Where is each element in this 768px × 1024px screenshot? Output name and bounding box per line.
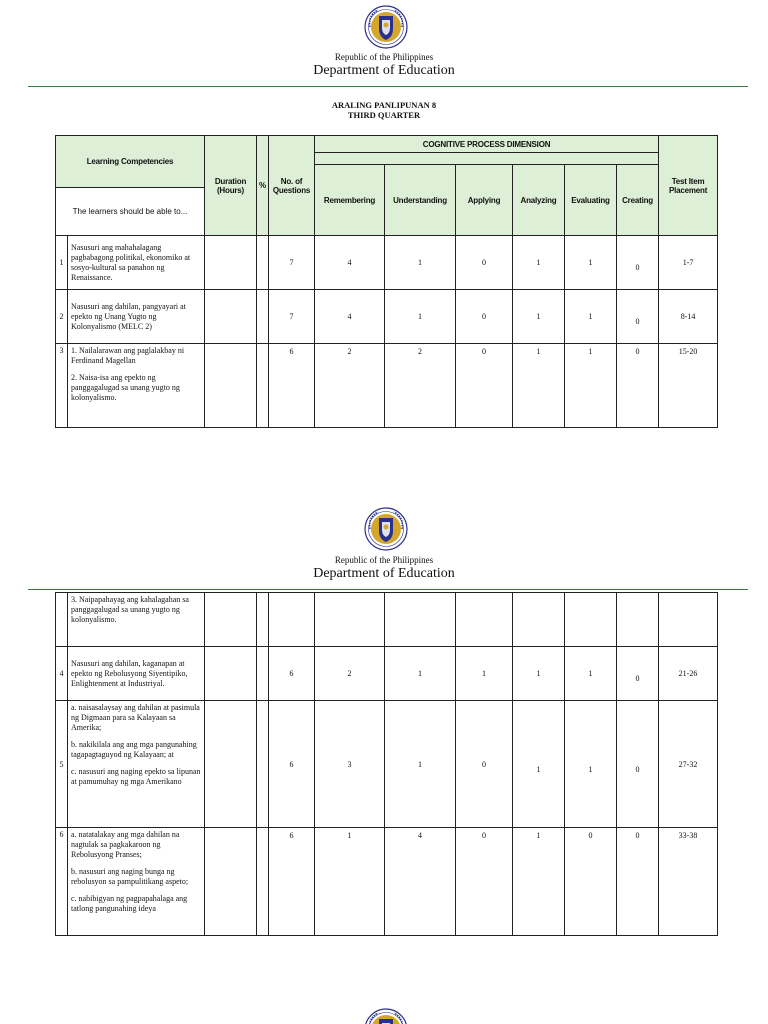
percent-cell — [257, 290, 269, 344]
evaluating-cell: 1 — [565, 344, 617, 428]
competency-cell — [68, 647, 205, 701]
placement-cell: 8-14 — [659, 290, 718, 344]
competency-text: Nasusuri ang mahahalagang pagbabagong politikal, ekonomiko at sosyo-kultural sa panahon ng Renaissance. — [71, 242, 191, 282]
table-row — [56, 290, 718, 344]
duration-cell — [205, 236, 257, 290]
competency-cell — [68, 290, 205, 344]
republic-label: Republic of the Philippines — [334, 52, 434, 62]
percent-cell — [257, 828, 269, 936]
placement-cell: 33-38 — [659, 828, 718, 936]
remembering-header: Remembering — [315, 165, 385, 236]
applying-cell — [456, 593, 513, 647]
deped-seal-icon — [364, 507, 408, 551]
competency-cell — [68, 701, 205, 828]
duration-cell — [205, 290, 257, 344]
analyzing-cell: 1 — [513, 701, 565, 828]
percent-cell — [257, 593, 269, 647]
creating-cell: 0 — [617, 701, 659, 828]
duration-cell — [205, 344, 257, 428]
applying-cell: 0 — [456, 344, 513, 428]
remembering-cell — [315, 593, 385, 647]
applying-header: Applying — [456, 165, 513, 236]
competency-text: 3. Naipapahayag ang kahalagahan sa panggagalugad sa unang yugto ng kolonyalismo. — [71, 595, 189, 624]
remembering-cell: 3 — [315, 701, 385, 828]
evaluating-header: Evaluating — [565, 165, 617, 236]
evaluating-cell: 1 — [565, 647, 617, 701]
placement-cell — [659, 593, 718, 647]
learning-competencies-header: Learning Competencies — [56, 136, 205, 188]
applying-cell: 0 — [456, 828, 513, 936]
row-number: 6 — [56, 828, 68, 936]
competency-text: c. nabibigyan ng pagpapahalaga ang tatlong pangunahing ideya — [71, 894, 188, 913]
evaluating-cell: 1 — [565, 701, 617, 828]
percent-cell — [257, 701, 269, 828]
tos-table-page-one — [55, 135, 718, 428]
creating-cell: 0 — [617, 344, 659, 428]
deped-seal-icon — [364, 1008, 408, 1024]
competency-text: 2. Naisa-isa ang epekto ng panggagalugad sa unang yugto ng kolonyalismo. — [71, 373, 180, 402]
learners-able-label: The learners should be able to... — [56, 188, 205, 236]
analyzing-cell: 1 — [513, 828, 565, 936]
placement-cell: 1-7 — [659, 236, 718, 290]
document-title — [0, 100, 768, 120]
questions-cell: 6 — [269, 647, 315, 701]
understanding-cell: 1 — [385, 236, 456, 290]
row-number: 3 — [56, 344, 68, 428]
subject-title: ARALING PANLIPUNAN 8 — [331, 100, 437, 110]
competency-cell — [68, 828, 205, 936]
applying-cell: 1 — [456, 647, 513, 701]
understanding-cell: 2 — [385, 344, 456, 428]
cognitive-dimension-header: COGNITIVE PROCESS DIMENSION — [315, 136, 659, 153]
duration-cell — [205, 593, 257, 647]
remembering-cell: 4 — [315, 236, 385, 290]
remembering-cell: 1 — [315, 828, 385, 936]
department-title: Department of Education — [313, 566, 455, 581]
creating-header: Creating — [617, 165, 659, 236]
competency-text: a. natatalakay ang mga dahilan na nagtulak sa pagkakaroon ng Rebolusyong Pranses; — [71, 830, 180, 859]
evaluating-cell: 1 — [565, 290, 617, 344]
questions-cell: 7 — [269, 236, 315, 290]
page-one — [0, 0, 768, 470]
applying-cell: 0 — [456, 290, 513, 344]
analyzing-cell: 1 — [513, 647, 565, 701]
evaluating-cell — [565, 593, 617, 647]
analyzing-cell: 1 — [513, 236, 565, 290]
questions-cell: 6 — [269, 701, 315, 828]
cognitive-blank-row — [315, 153, 659, 165]
analyzing-cell — [513, 593, 565, 647]
duration-cell — [205, 701, 257, 828]
creating-cell — [617, 593, 659, 647]
remembering-cell: 2 — [315, 647, 385, 701]
understanding-cell: 1 — [385, 290, 456, 344]
table-row — [56, 344, 718, 428]
understanding-cell: 1 — [385, 701, 456, 828]
understanding-cell: 4 — [385, 828, 456, 936]
analyzing-cell: 1 — [513, 344, 565, 428]
table-row — [56, 701, 718, 828]
header-rule — [28, 86, 748, 87]
placement-cell: 21-26 — [659, 647, 718, 701]
duration-cell — [205, 647, 257, 701]
duration-cell — [205, 828, 257, 936]
evaluating-cell: 0 — [565, 828, 617, 936]
questions-cell: 7 — [269, 290, 315, 344]
num-questions-header: No. of Questions — [269, 136, 315, 236]
analyzing-header: Analyzing — [513, 165, 565, 236]
competency-cell — [68, 593, 205, 647]
competency-text: b. nakikilala ang ang mga pangunahing tagapagtaguyod ng Kalayaan; at — [71, 740, 197, 759]
applying-cell: 0 — [456, 701, 513, 828]
evaluating-cell: 1 — [565, 236, 617, 290]
page-three — [0, 1006, 768, 1024]
applying-cell: 0 — [456, 236, 513, 290]
table-row — [56, 236, 718, 290]
page-two — [0, 503, 768, 943]
analyzing-cell: 1 — [513, 290, 565, 344]
understanding-cell: 1 — [385, 647, 456, 701]
row-number: 1 — [56, 236, 68, 290]
department-title: Department of Education — [313, 63, 455, 78]
placement-cell: 15-20 — [659, 344, 718, 428]
questions-cell — [269, 593, 315, 647]
creating-cell: 0 — [617, 236, 659, 290]
competency-text: a. naisasalaysay ang dahilan at pasimula ng Digmaan para sa Kalayaan sa Amerika; — [71, 703, 200, 732]
creating-cell: 0 — [617, 828, 659, 936]
understanding-header: Understanding — [385, 165, 456, 236]
tos-table-page-two — [55, 592, 718, 936]
remembering-cell: 2 — [315, 344, 385, 428]
quarter-title: THIRD QUARTER — [347, 110, 421, 120]
understanding-cell — [385, 593, 456, 647]
percent-cell — [257, 647, 269, 701]
percent-cell — [257, 236, 269, 290]
row-number: 2 — [56, 290, 68, 344]
creating-cell: 0 — [617, 647, 659, 701]
republic-label: Republic of the Philippines — [334, 555, 434, 565]
table-row — [56, 647, 718, 701]
competency-text: 1. Nailalarawan ang paglalakbay ni Ferdinand Magellan — [71, 346, 185, 365]
placement-cell: 27-32 — [659, 701, 718, 828]
competency-text: b. nasusuri ang naging bunga ng rebolusyon sa pampulitikang aspeto; — [71, 867, 189, 886]
questions-cell: 6 — [269, 344, 315, 428]
table-row — [56, 593, 718, 647]
placement-header: Test Item Placement — [659, 136, 718, 236]
row-number: 5 — [56, 701, 68, 828]
competency-text: Nasusuri ang dahilan, pangyayari at epekto ng Unang Yugto ng Kolonyalismo (MELC 2) — [71, 301, 186, 331]
percent-header: % — [257, 136, 269, 236]
competency-cell — [68, 236, 205, 290]
competency-text: Nasusuri ang dahilan, kaganapan at epekto ng Rebolusyong Siyentipiko, Enlightenment at Industriyal. — [71, 658, 188, 688]
remembering-cell: 4 — [315, 290, 385, 344]
table-row — [56, 828, 718, 936]
row-number: 4 — [56, 647, 68, 701]
competency-cell — [68, 344, 205, 428]
creating-cell: 0 — [617, 290, 659, 344]
competency-text: c. nasusuri ang naging epekto sa lipunan at pamumuhay ng mga Amerikano — [71, 767, 201, 786]
deped-seal-icon — [364, 5, 408, 49]
percent-cell — [257, 344, 269, 428]
duration-header: Duration (Hours) — [205, 136, 257, 236]
header-rule — [28, 589, 748, 590]
questions-cell: 6 — [269, 828, 315, 936]
row-number — [56, 593, 68, 647]
